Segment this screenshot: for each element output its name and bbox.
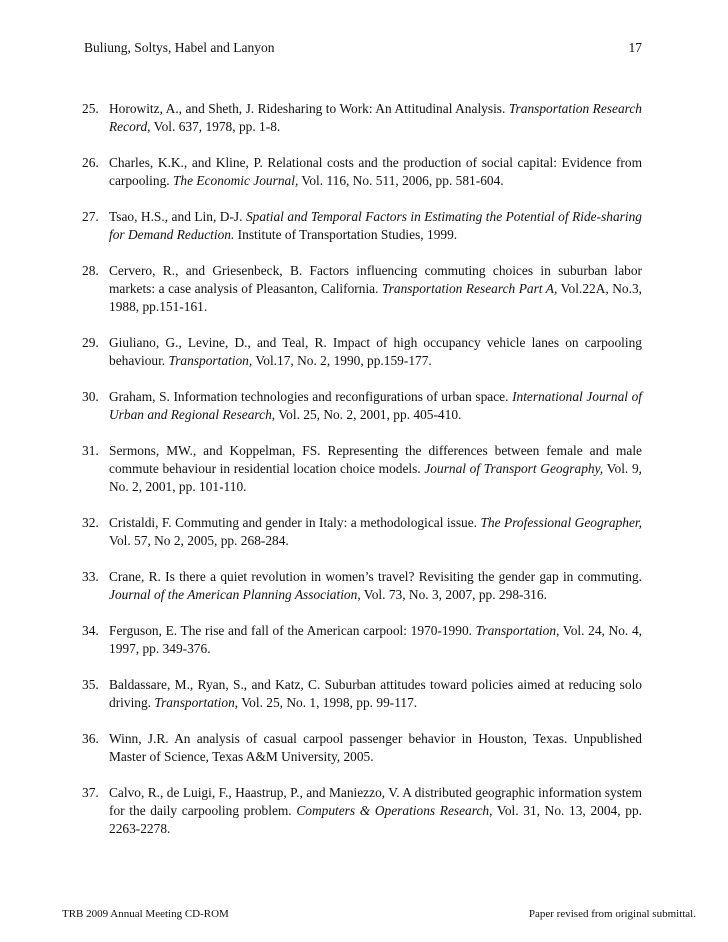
page-footer — [62, 908, 696, 920]
reference-number: 30. — [82, 389, 99, 404]
reference-text: Graham, S. Information technologies and reconfigurations of urban space. — [109, 389, 513, 404]
reference-number: 27. — [82, 209, 99, 224]
reference-source: Transportation Research Record, — [109, 101, 642, 134]
header-authors: Buliung, Soltys, Habel and Lanyon — [84, 40, 275, 55]
reference-text: Cervero, R., and Griesenbeck, B. Factors influencing commuting choices in suburban labor markets: a case analysis of Pleasanton, California. — [109, 263, 642, 296]
reference-text: Winn, J.R. An analysis of casual carpool passenger behavior in Houston, Texas. Unpublished Master of Science, Texas A&M University, 2005. — [109, 731, 642, 764]
reference-source: Transportation, — [168, 353, 253, 368]
reference-text: Vol. 31, No. 13, 2004, pp. 2263-2278. — [109, 803, 642, 836]
reference-item — [82, 622, 642, 658]
reference-item — [82, 514, 642, 550]
reference-text: Cristaldi, F. Commuting and gender in Italy: a methodological issue. — [109, 515, 481, 530]
reference-text: , Vol. 24, No. 4, 1997, pp. 349-376. — [109, 623, 642, 656]
reference-item — [82, 442, 642, 496]
reference-number: 34. — [82, 623, 99, 638]
page-number: 17 — [628, 40, 642, 55]
reference-text: , Vol. 25, No. 1, 1998, pp. 99-117. — [234, 695, 418, 710]
reference-text: , Vol. 73, No. 3, 2007, pp. 298-316. — [357, 587, 547, 602]
reference-source: International Journal of Urban and Regional Research — [109, 389, 642, 422]
reference-item — [82, 334, 642, 370]
reference-text: Vol. 116, No. 511, 2006, pp. 581-604. — [298, 173, 504, 188]
reference-text: Vol.22A, No.3, 1988, pp.151-161. — [109, 281, 643, 314]
reference-item — [82, 730, 642, 766]
reference-number: 29. — [82, 335, 99, 350]
reference-number: 28. — [82, 263, 99, 278]
reference-number: 25. — [82, 101, 99, 116]
reference-source: Spatial and Temporal Factors in Estimating the Potential of Ride-sharing for Demand Reduction. — [109, 209, 642, 242]
reference-number: 36. — [82, 731, 99, 746]
reference-source: Journal of Transport Geography, — [424, 461, 604, 476]
footer-conference: TRB 2009 Annual Meeting CD-ROM — [62, 908, 229, 920]
reference-source: The Economic Journal, — [172, 173, 299, 188]
reference-item — [82, 208, 642, 244]
reference-text: Giuliano, G., Levine, D., and Teal, R. Impact of high occupancy vehicle lanes on carpooling behaviour. — [109, 335, 642, 368]
reference-item — [82, 676, 642, 712]
reference-source: Transportation Research Part A, — [382, 281, 558, 296]
reference-item — [82, 388, 642, 424]
reference-text: Horowitz, A., and Sheth, J. Ridesharing to Work: An Attitudinal Analysis. — [109, 101, 509, 116]
reference-text: Vol. 637, 1978, pp. 1-8. — [150, 119, 281, 134]
reference-item — [82, 568, 642, 604]
reference-text: Vol. 57, No 2, 2005, pp. 268-284. — [109, 533, 289, 548]
reference-text: Charles, K.K., and Kline, P. Relational costs and the production of social capital: Evidence from carpooling. — [109, 155, 642, 188]
reference-number: 26. — [82, 155, 99, 170]
footer-note: Paper revised from original submittal. — [528, 908, 696, 920]
reference-text: , Vol. 25, No. 2, 2001, pp. 405-410. — [271, 407, 462, 422]
reference-number: 33. — [82, 569, 99, 584]
reference-item — [82, 100, 642, 136]
reference-source: The Professional Geographer, — [480, 515, 642, 530]
reference-text: Vol.17, No. 2, 1990, pp.159-177. — [252, 353, 432, 368]
reference-source: Transportation — [475, 623, 557, 638]
reference-number: 31. — [82, 443, 99, 458]
reference-text: Baldassare, M., Ryan, S., and Katz, C. Suburban attitudes toward policies aimed at reducing solo driving. — [109, 677, 642, 710]
reference-item — [82, 784, 642, 838]
reference-source: Transportation — [154, 695, 235, 710]
reference-source: Computers & Operations Research, — [296, 803, 493, 818]
reference-text: Vol. 9, No. 2, 2001, pp. 101-110. — [109, 461, 642, 494]
reference-text: Institute of Transportation Studies, 1999. — [234, 227, 458, 242]
reference-list — [82, 100, 642, 856]
reference-number: 32. — [82, 515, 99, 530]
reference-text: Ferguson, E. The rise and fall of the American carpool: 1970-1990. — [109, 623, 476, 638]
reference-item — [82, 262, 642, 316]
reference-source: Journal of the American Planning Association — [109, 587, 358, 602]
reference-number: 35. — [82, 677, 99, 692]
page-header — [84, 40, 642, 56]
reference-text: Crane, R. Is there a quiet revolution in women’s travel? Revisiting the gender gap in commuting. — [109, 569, 642, 584]
reference-text: Sermons, MW., and Koppelman, FS. Representing the differences between female and male commute behaviour in residential location choice models. — [109, 443, 642, 476]
reference-number: 37. — [82, 785, 99, 800]
reference-text: Tsao, H.S., and Lin, D-J. — [109, 209, 246, 224]
reference-text: Calvo, R., de Luigi, F., Haastrup, P., and Maniezzo, V. A distributed geographic information system for the daily carpooling problem. — [109, 785, 642, 818]
reference-item — [82, 154, 642, 190]
